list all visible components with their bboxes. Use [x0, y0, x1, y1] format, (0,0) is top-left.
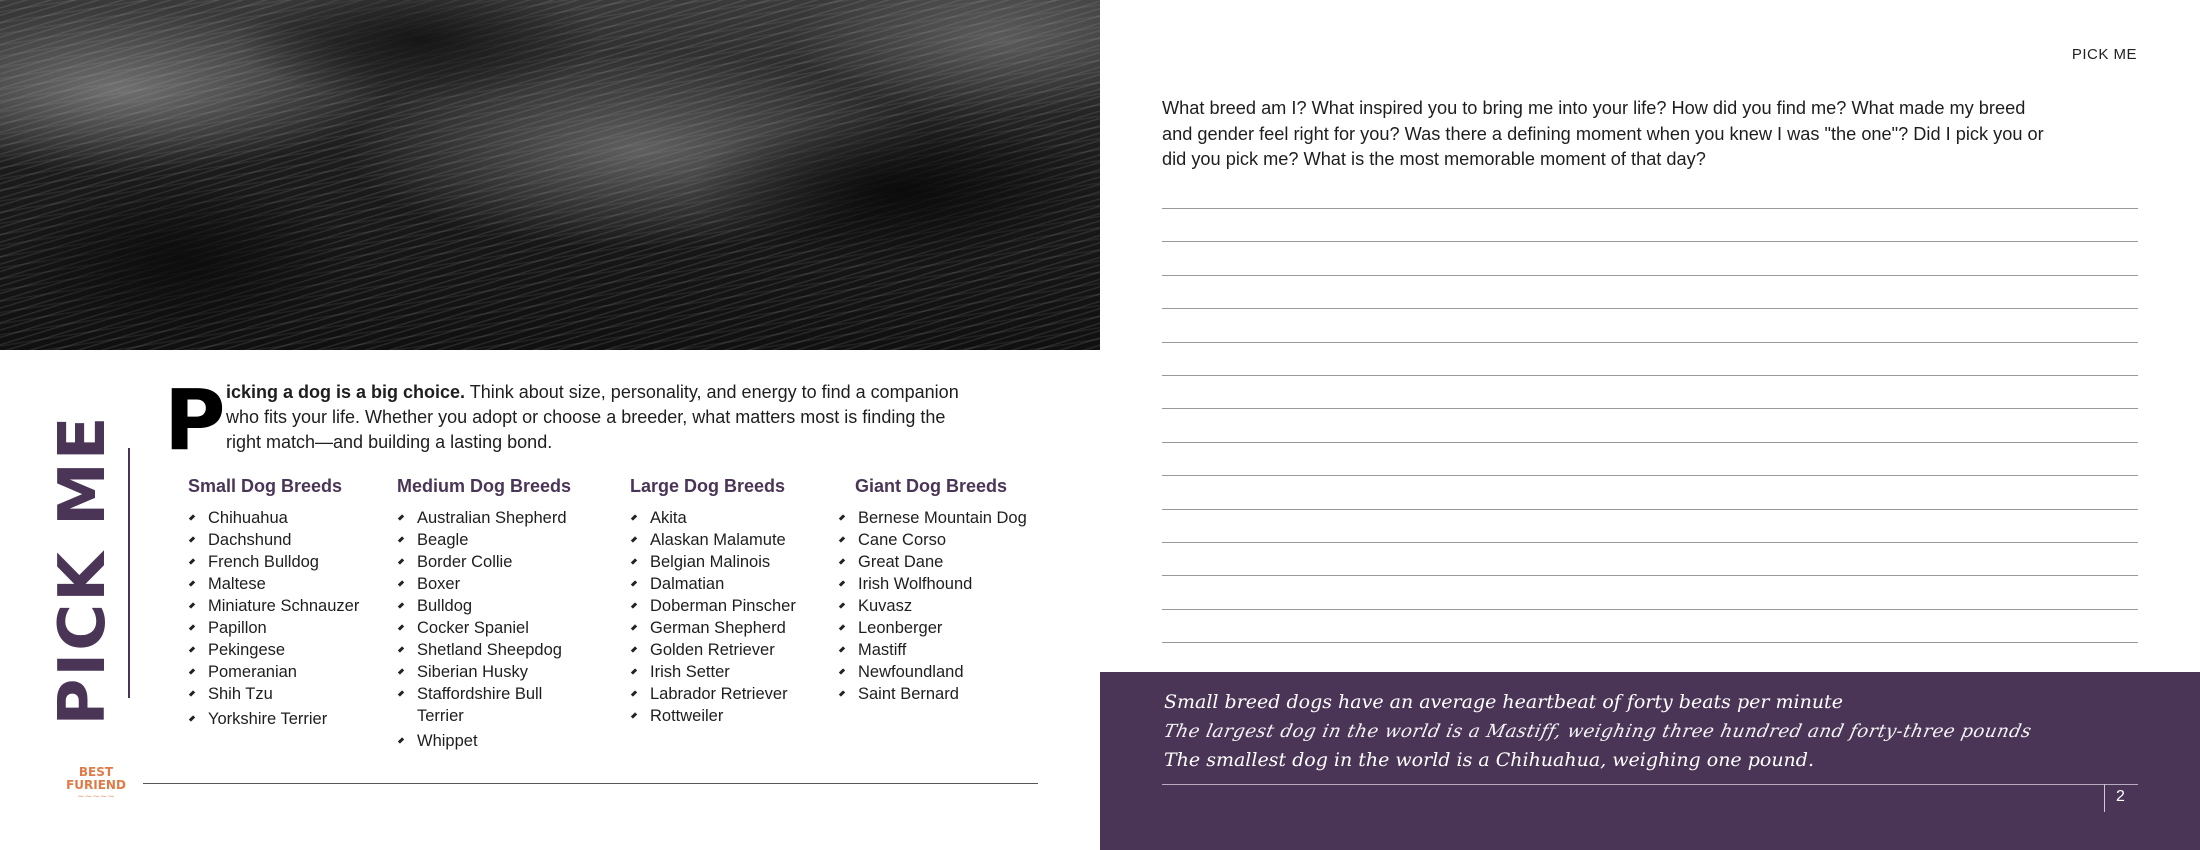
breed-item: Rottweiler [630, 705, 830, 727]
writing-line [1162, 241, 2138, 242]
vertical-title-text: PICK ME [46, 414, 120, 726]
breed-item: Border Collie [397, 551, 577, 573]
breed-list [397, 507, 577, 752]
breed-item: Shih Tzu [188, 683, 378, 705]
drop-cap: P [164, 371, 226, 469]
breed-item: Pomeranian [188, 661, 378, 683]
breed-item: Miniature Schnauzer [188, 595, 378, 617]
breed-column-heading: Giant Dog Breeds [855, 476, 1008, 496]
breed-list [838, 507, 1033, 705]
breed-item: Dachshund [188, 529, 378, 551]
breed-item: Cocker Spaniel [397, 617, 577, 639]
breed-item: Maltese [188, 573, 378, 595]
fact-2: The largest dog in the world is a Mastiff, weighing three hundred and forty-three pounds [1161, 721, 2034, 742]
vertical-page-title [38, 414, 128, 726]
breed-item: Siberian Husky [397, 661, 577, 683]
breed-item: Bulldog [397, 595, 577, 617]
breed-item: Labrador Retriever [630, 683, 830, 705]
writing-line [1162, 475, 2138, 476]
writing-line [1162, 609, 2138, 610]
writing-line [1162, 442, 2138, 443]
logo-script-mark: ~~~~~ [77, 792, 115, 802]
page-number-divider [2104, 784, 2105, 812]
bottom-rule [143, 783, 1038, 784]
breed-item: Australian Shepherd [397, 507, 577, 529]
page-number: 2 [2116, 788, 2125, 805]
fact-1: Small breed dogs have an average heartbeat of forty beats per minute [1164, 691, 1843, 713]
breed-item: Saint Bernard [838, 683, 1033, 705]
breed-item: Cane Corso [838, 529, 1033, 551]
intro-rest: Think about size, personality, and energy to find a companion [465, 382, 959, 402]
breed-item: Papillon [188, 617, 378, 639]
breed-column-heading: Medium Dog Breeds [397, 476, 572, 496]
breed-item: Yorkshire Terrier [188, 708, 378, 730]
intro-line-2: who fits your life. Whether you adopt or choose a breeder, what matters most is finding the [226, 407, 946, 427]
fact-3: The smallest dog in the world is a Chihuahua, weighing one pound. [1164, 749, 1814, 771]
breed-column-medium [397, 476, 577, 752]
prompt-line-2: and gender feel right for you? Was there a defining moment when you knew I was "the one"? Did I pick you or [1162, 123, 2044, 144]
breed-item: Newfoundland [838, 661, 1033, 683]
writing-line [1162, 308, 2138, 309]
footer-rule [1162, 784, 2138, 785]
breed-item: Whippet [397, 730, 577, 752]
breed-item: Dalmatian [630, 573, 830, 595]
breed-item: French Bulldog [188, 551, 378, 573]
breed-column-small [188, 476, 378, 730]
running-head: PICK ME [2071, 46, 2137, 63]
breed-item: Pekingese [188, 639, 378, 661]
writing-line [1162, 575, 2138, 576]
breed-item: Chihuahua [188, 507, 378, 529]
breed-item: German Shepherd [630, 617, 830, 639]
writing-line [1162, 509, 2138, 510]
breed-column-giant [838, 476, 1033, 705]
intro-paragraph [226, 380, 1036, 455]
writing-line [1162, 408, 2138, 409]
breed-item: Beagle [397, 529, 577, 551]
journal-prompt [1162, 96, 2142, 173]
breed-item: Leonberger [838, 617, 1033, 639]
breed-list [630, 507, 830, 727]
logo-line-2: FURIEND [66, 778, 126, 792]
breed-item: Great Dane [838, 551, 1033, 573]
writing-line [1162, 642, 2138, 643]
breed-item: Boxer [397, 573, 577, 595]
writing-line [1162, 208, 2138, 209]
logo-line-1: BEST [78, 765, 114, 779]
vertical-title-rule [128, 448, 130, 698]
intro-line-3: right match—and building a lasting bond. [226, 432, 553, 452]
dog-fur-photo [0, 0, 1100, 350]
writing-lines [1162, 208, 2138, 675]
writing-line [1162, 342, 2138, 343]
breed-item: Doberman Pinscher [630, 595, 830, 617]
breed-item: Staffordshire Bull Terrier [397, 683, 577, 727]
prompt-line-1: What breed am I? What inspired you to bring me into your life? How did you find me? What made my breed [1162, 98, 2026, 118]
breed-item: Kuvasz [838, 595, 1033, 617]
breed-item: Alaskan Malamute [630, 529, 830, 551]
breed-column-heading: Large Dog Breeds [630, 476, 786, 496]
breed-list [188, 507, 378, 730]
breed-item: Belgian Malinois [630, 551, 830, 573]
breed-column-large [630, 476, 830, 727]
writing-line [1162, 275, 2138, 276]
breed-item: Irish Wolfhound [838, 573, 1033, 595]
breed-item: Golden Retriever [630, 639, 830, 661]
writing-line [1162, 375, 2138, 376]
intro-lead: icking a dog is a big choice. [226, 382, 466, 402]
breed-item: Mastiff [838, 639, 1033, 661]
breed-column-heading: Small Dog Breeds [188, 476, 343, 496]
breed-item: Shetland Sheepdog [397, 639, 577, 661]
breed-item: Akita [630, 507, 830, 529]
right-page [1100, 0, 2200, 850]
prompt-line-3: did you pick me? What is the most memorable moment of that day? [1162, 149, 1706, 169]
best-furiend-logo [64, 766, 128, 802]
writing-line [1162, 542, 2138, 543]
breed-item: Bernese Mountain Dog [838, 507, 1033, 529]
breed-item: Irish Setter [630, 661, 830, 683]
fun-facts [1161, 688, 2034, 775]
